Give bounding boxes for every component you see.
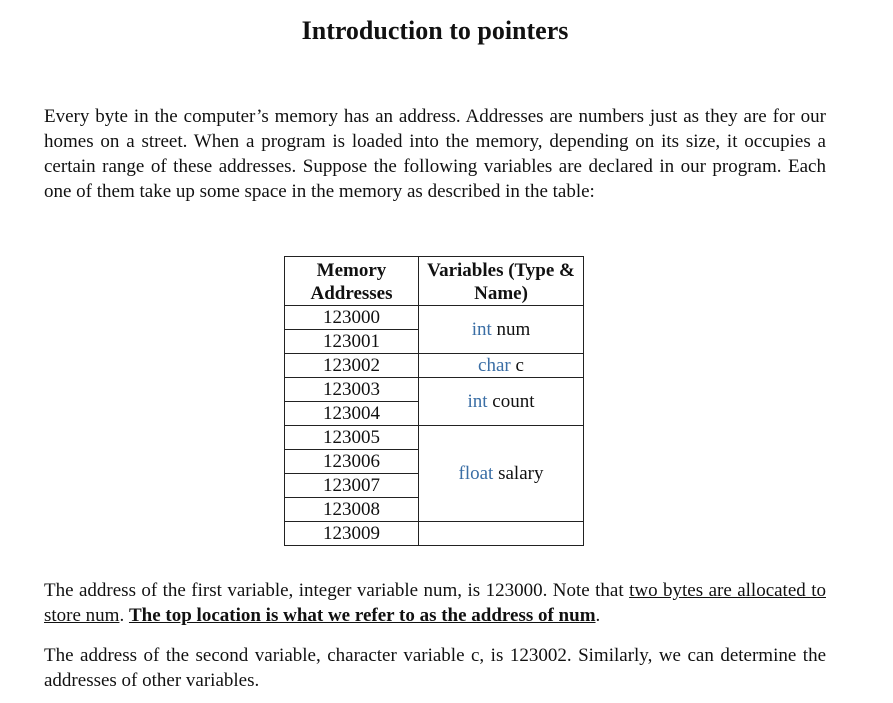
- address-cell: 123000: [285, 306, 419, 330]
- header-variables: Variables (Type & Name): [419, 257, 584, 306]
- table-row: [285, 426, 584, 450]
- variable-name: c: [515, 354, 524, 376]
- address-cell: 123005: [285, 426, 419, 450]
- table-header-row: [285, 257, 584, 306]
- second-variable-paragraph: The address of the second variable, character variable c, is 123002. Similarly, we can determine the addresses of other variables.: [44, 645, 826, 691]
- variable-type: char: [478, 354, 511, 376]
- address-cell: 123007: [285, 474, 419, 498]
- table-row: [285, 378, 584, 402]
- intro-paragraph: Every byte in the computer’s memory has an address. Addresses are numbers just as they are for our homes on a street. When a program is loaded into the memory, depending on its size, it occupies a certain range of these addresses. Suppose the following variables are declared in our program. Each one of them take up some space in the memory as described in the table:: [44, 106, 826, 202]
- address-cell: 123006: [285, 450, 419, 474]
- variable-type: float: [458, 462, 494, 484]
- address-cell: 123009: [285, 522, 419, 546]
- page-title: Introduction to pointers: [301, 16, 569, 45]
- address-cell: 123001: [285, 330, 419, 354]
- variable-type: int: [471, 318, 492, 340]
- variable-name: salary: [498, 462, 544, 484]
- address-cell: 123004: [285, 402, 419, 426]
- variable-name: count: [492, 390, 535, 412]
- variable-cell-num: [419, 306, 584, 354]
- address-cell: 123003: [285, 378, 419, 402]
- bold-underlined-text: The top location is what we refer to as the address of num: [128, 605, 596, 626]
- variable-cell-empty: [419, 522, 584, 546]
- table-row: [285, 354, 584, 378]
- variable-cell-c: [419, 354, 584, 378]
- variable-cell-count: [419, 378, 584, 426]
- paragraph-text: .: [119, 605, 129, 626]
- table-row: [285, 306, 584, 330]
- underlined-text: two bytes are allocated to store num: [44, 580, 826, 626]
- table-row: [285, 522, 584, 546]
- paragraph-text: .: [595, 605, 601, 626]
- header-memory-addresses: Memory Addresses: [285, 257, 419, 306]
- paragraph-text: The address of the first variable, integer variable num, is 123000. Note that: [44, 580, 630, 601]
- variable-cell-salary: [419, 426, 584, 522]
- variable-name: num: [496, 318, 531, 340]
- memory-table: [284, 256, 584, 546]
- address-explanation-paragraph: [44, 578, 826, 628]
- address-cell: 123008: [285, 498, 419, 522]
- variable-type: int: [467, 390, 488, 412]
- address-cell: 123002: [285, 354, 419, 378]
